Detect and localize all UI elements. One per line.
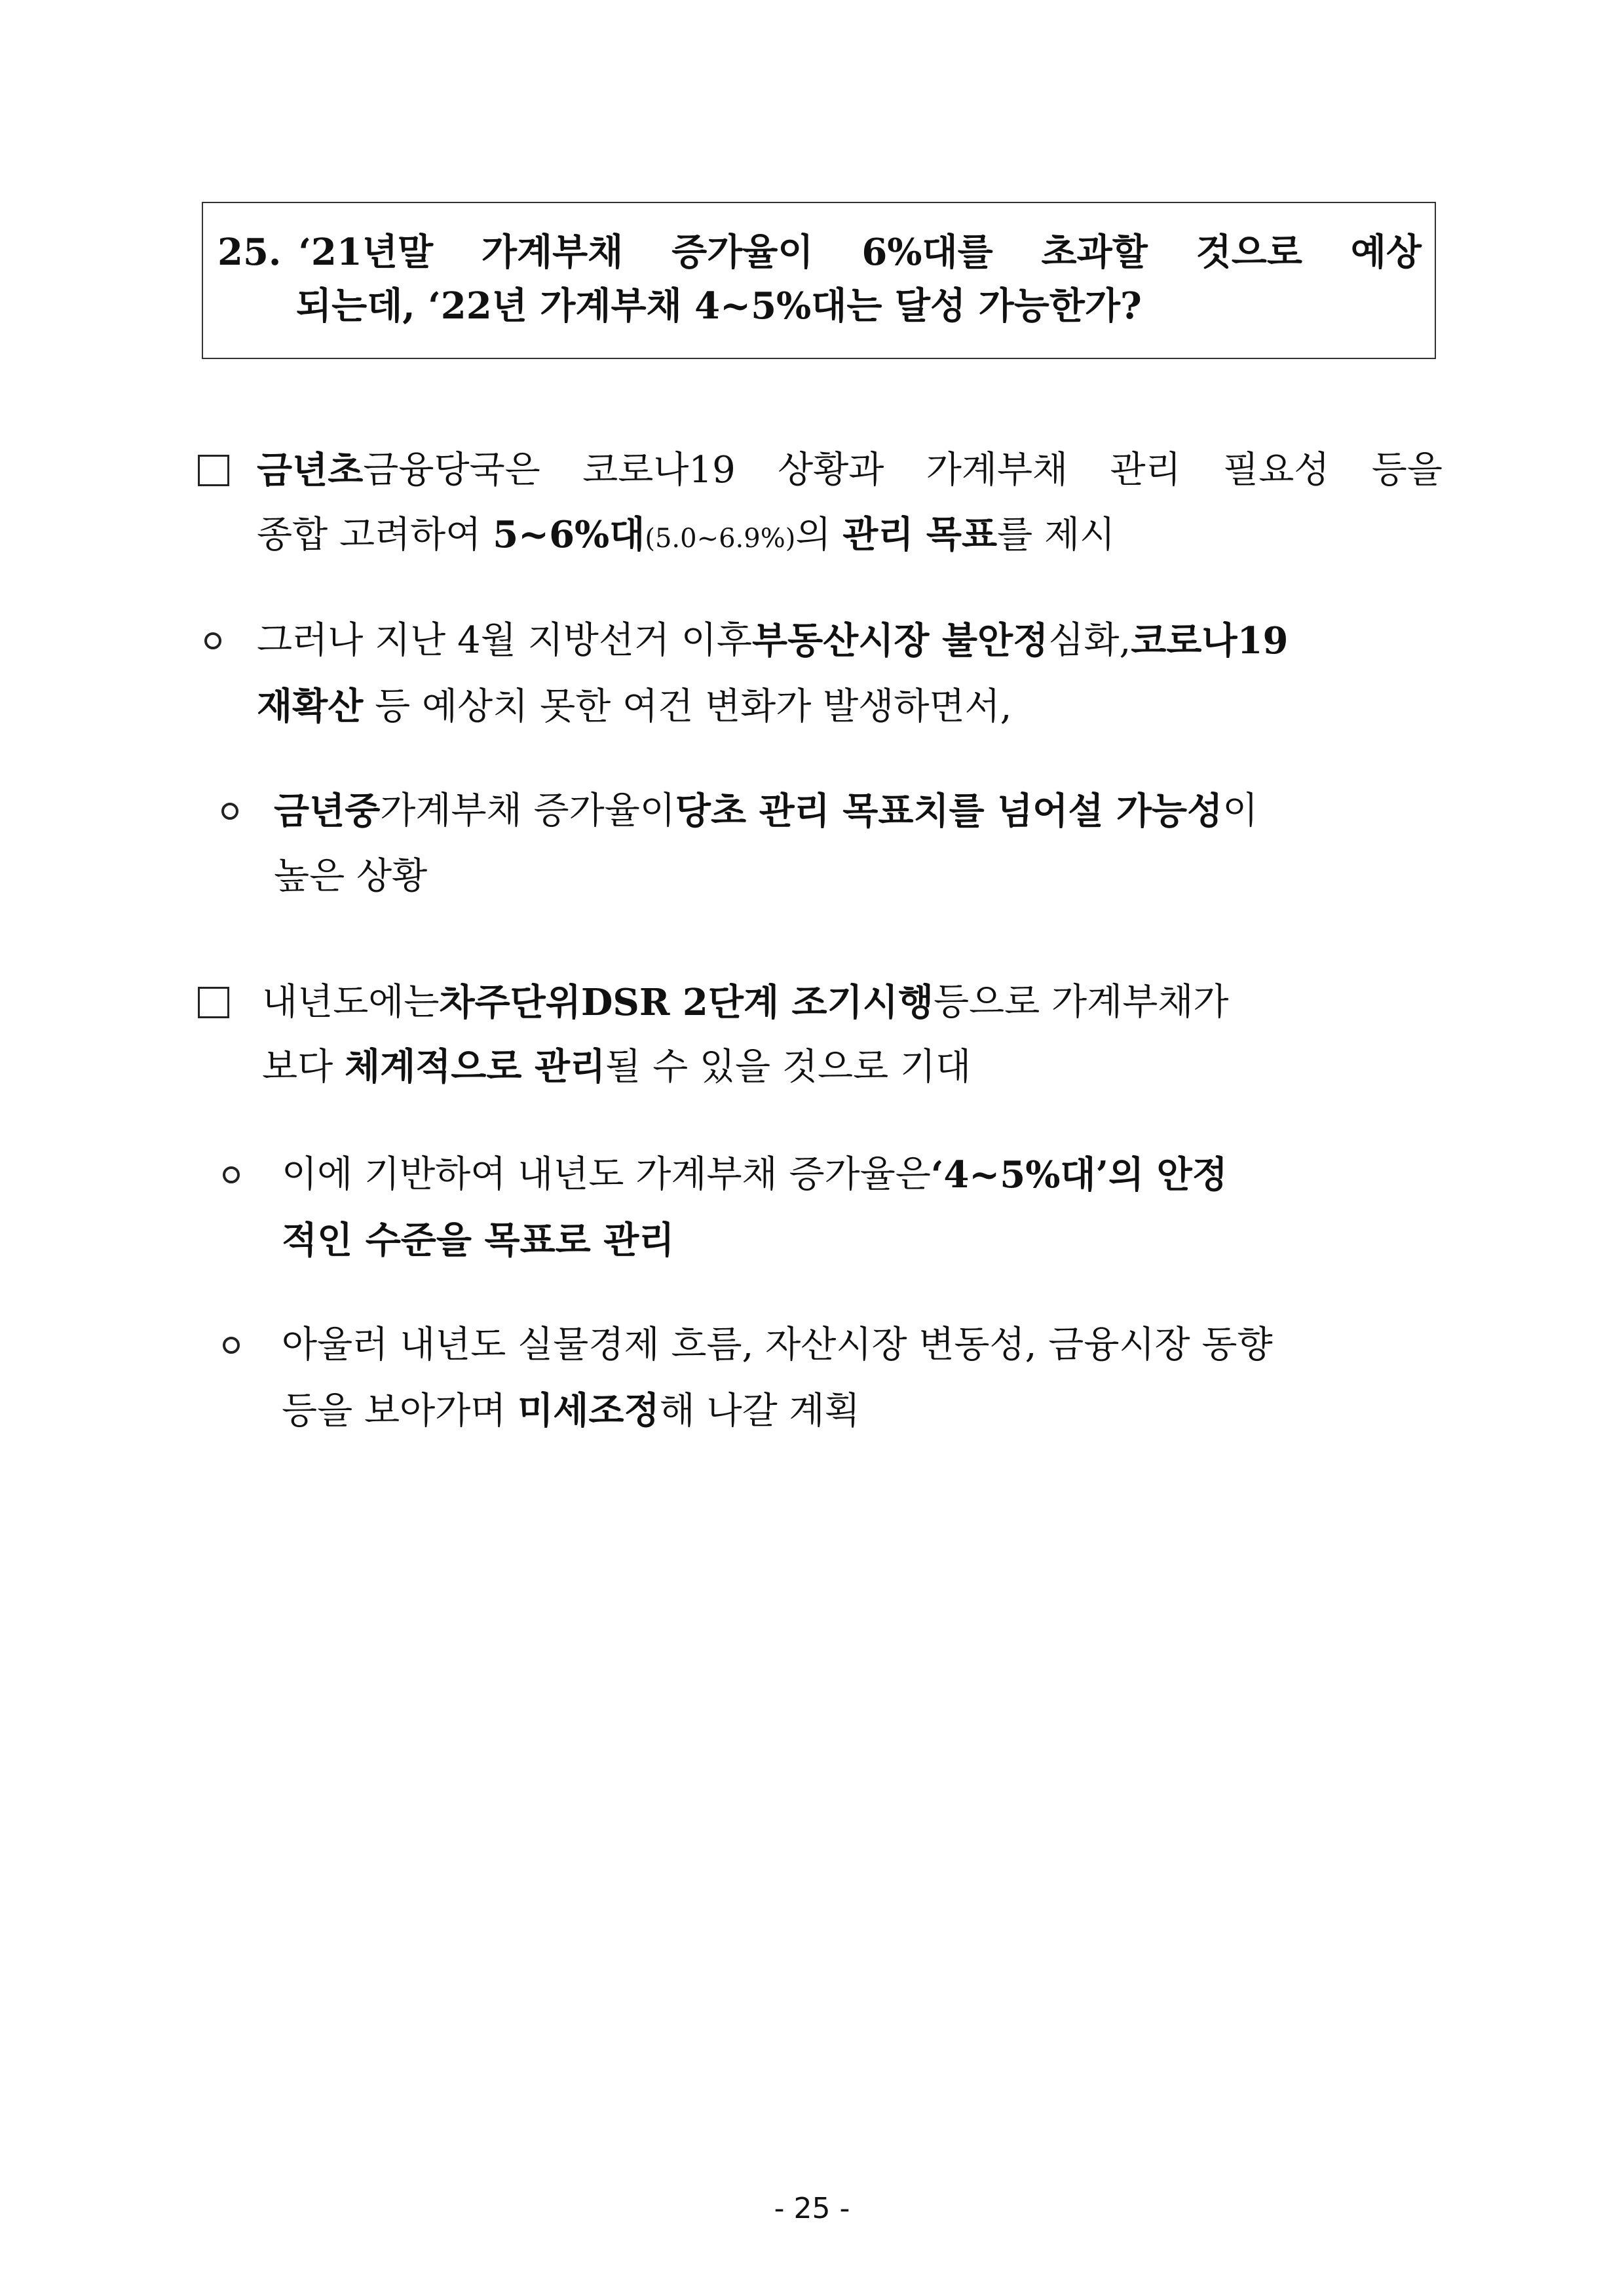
section2-bold-2: 체계적으로 관리 — [345, 1045, 606, 1088]
section1-text-2: 종합 고려하여 — [257, 514, 493, 556]
section2-text-1: 내년도에는 — [262, 981, 440, 1024]
bullet3-bold-2: 적인 수준을 목표로 관리 — [282, 1219, 675, 1262]
bullet3-line-1 — [282, 1152, 1443, 1198]
bullet3-bold-1: ‘4~5%대’의 안정 — [930, 1153, 1228, 1196]
section1-line-2 — [257, 512, 1115, 562]
section1-line-1 — [257, 448, 1443, 493]
bullet1-bold-2: 코로나19 — [1131, 619, 1289, 662]
question-number: 25. — [217, 231, 282, 274]
bullet3-line-2 — [282, 1217, 674, 1264]
bullet2-line-1 — [274, 788, 1443, 834]
question-line-2: 되는데, ‘22년 가계부채 4~5%대는 달성 가능한가? — [296, 284, 1142, 328]
bullet-marker-2 — [221, 803, 238, 820]
bullet-marker-4 — [223, 1337, 240, 1354]
bullet1-bold-1: 부동산시장 불안정 — [751, 619, 1049, 662]
bullet2-text-1: 가계부채 증가율이 — [380, 790, 675, 832]
bullet4-line-2 — [282, 1388, 860, 1434]
bullet-marker-3 — [223, 1166, 240, 1183]
section1-text-1: 금융당국은 코로나19 상황과 가계부채 관리 필요성 등을 — [363, 449, 1443, 491]
bullet3-text-1: 이에 기반하여 내년도 가계부채 증가율은 — [282, 1153, 931, 1196]
bullet4-line-1 — [282, 1322, 1273, 1368]
section2-text-3: 보다 — [262, 1046, 345, 1088]
section2-line-2 — [262, 1044, 971, 1090]
question-box — [202, 202, 1436, 359]
question-line-1 — [217, 229, 1422, 275]
section1-bold-2: 5~6%대 — [493, 513, 645, 556]
bullet2-text-2: 이 — [1222, 790, 1258, 832]
bullet2-line-2 — [274, 854, 427, 900]
section1-small-range: (5.0~6.9%) — [645, 524, 796, 554]
bullet1-text-3: 등 예상치 못한 여건 변화가 발생하면서, — [363, 685, 1012, 728]
section2-bold-1: 차주단위DSR 2단계 조기시행 — [439, 981, 934, 1024]
section1-bold-3: 관리 목표 — [842, 513, 998, 556]
bullet2-bold-2: 당초 관리 목표치를 넘어설 가능성 — [675, 790, 1223, 833]
section2-text-2: 등으로 가계부채가 — [933, 981, 1229, 1024]
bullet1-text-2: 심화, — [1048, 619, 1131, 662]
bullet4-text-1: 아울러 내년도 실물경제 흐름, 자산시장 변동성, 금융시장 동향 — [282, 1324, 1273, 1366]
section1-bold-1: 금년초 — [257, 449, 364, 492]
bullet1-bold-3: 재확산 — [257, 685, 364, 728]
bullet4-bold-1: 미세조정 — [518, 1389, 660, 1432]
section1-text-3: 의 — [795, 514, 843, 556]
bullet1-line-1 — [257, 618, 1443, 664]
bullet1-text-1: 그러나 지난 4월 지방선거 이후 — [257, 619, 752, 662]
question-text-1: ‘21년말 가계부채 증가율이 6%대를 초과할 것으로 예상 — [298, 231, 1422, 274]
bullet4-text-2: 등을 보아가며 — [282, 1390, 518, 1432]
bullet1-line-2 — [257, 683, 1011, 730]
section1-text-4: 를 제시 — [997, 514, 1116, 556]
bullet2-text-3: 높은 상황 — [274, 855, 428, 898]
bullet2-bold-1: 금년중 — [274, 790, 381, 833]
section2-text-4: 될 수 있을 것으로 기대 — [605, 1046, 972, 1088]
section-marker-1 — [198, 455, 229, 486]
page-number: - 25 - — [774, 2192, 850, 2225]
section2-line-1 — [262, 980, 1443, 1025]
bullet4-text-3: 해 나갈 계획 — [659, 1390, 860, 1432]
section-marker-2 — [198, 987, 229, 1018]
bullet-marker-1 — [204, 632, 221, 649]
